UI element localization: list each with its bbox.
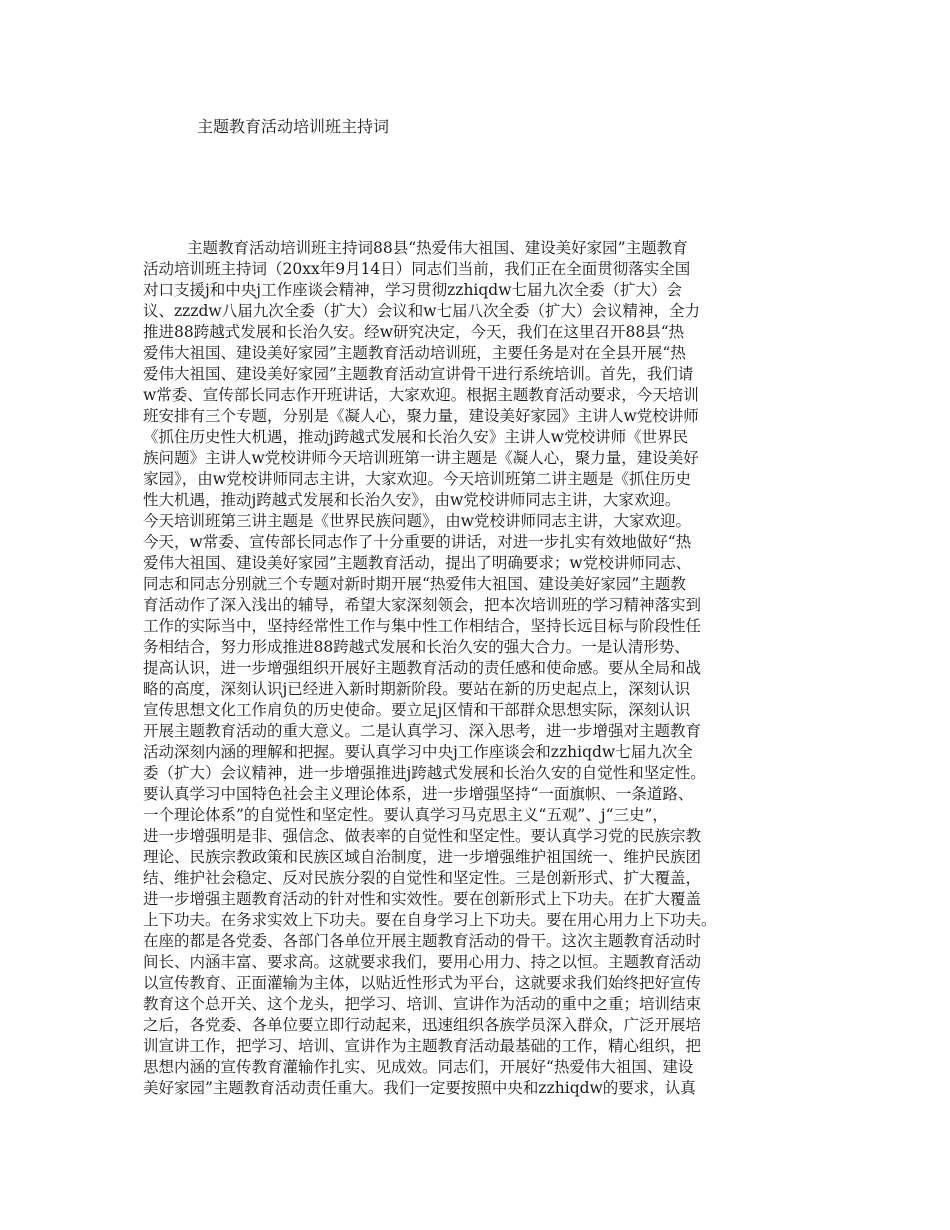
body-text-line: 爱伟大祖国、建设美好家园”主题教育活动培训班，主要任务是对在全县开展“热 bbox=[143, 344, 686, 362]
body-text-line: 宣传思想文化工作肩负的历史使命。要立足j区情和干部群众思想实际，深刻认识 bbox=[143, 701, 691, 719]
body-text-line: 议、zzzdw八届九次全委（扩大）会议和w七届八次全委（扩大）会议精神，全力 bbox=[143, 302, 700, 320]
body-text-line: 《抓住历史性大机遇，推动j跨越式发展和长治久安》主讲人w党校讲师《世界民 bbox=[143, 428, 689, 446]
body-text-line: 活动深刻内涵的理解和把握。要认真学习中央j工作座谈会和zzhiqdw七届九次全 bbox=[143, 743, 693, 761]
body-text-line: 间长、内涵丰富、要求高。这就要求我们，要用心用力、持之以恒。主题教育活动 bbox=[143, 953, 702, 971]
body-text-line: 工作的实际当中，坚持经常性工作与集中性工作相结合，坚持长远目标与阶段性任 bbox=[143, 617, 702, 635]
body-text-line: 进一步增强主题教育活动的针对性和实效性。要在创新形式上下功夫。在扩大覆盖 bbox=[143, 890, 702, 908]
body-text-line: 思想内涵的宣传教育灌输作扎实、见成效。同志们，开展好“热爱伟大祖国、建设 bbox=[143, 1058, 694, 1076]
body-text-line: 上下功夫。在务求实效上下功夫。要在自身学习上下功夫。要在用心用力上下功夫。 bbox=[143, 911, 717, 929]
body-text-line: 族问题》主讲人w党校讲师今天培训班第一讲主题是《凝人心，聚力量，建设美好 bbox=[143, 449, 699, 467]
body-text-line: 开展主题教育活动的重大意义。二是认真学习、深入思考，进一步增强对主题教育 bbox=[143, 722, 702, 740]
body-text-line: 今天，w常委、宣传部长同志作了十分重要的讲话，对进一步扎实有效地做好“热 bbox=[143, 533, 692, 551]
document-title: 主题教育活动培训班主持词 bbox=[197, 117, 390, 136]
body-text-line: 班安排有三个专题，分别是《凝人心，聚力量，建设美好家园》主讲人w党校讲师 bbox=[143, 407, 699, 425]
body-text-line: 家园》，由w党校讲师同志主讲，大家欢迎。今天培训班第二讲主题是《抓住历史 bbox=[143, 470, 692, 488]
body-text-line: 要认真学习中国特色社会主义理论体系，进一步增强坚持“一面旗帜、一条道路、 bbox=[143, 785, 694, 803]
body-text-line: w常委、宣传部长同志作开班讲话，大家欢迎。根据主题教育活动要求，今天培训 bbox=[143, 386, 699, 404]
body-text-line: 务相结合，努力形成推进88跨越式发展和长治久安的强大合力。一是认清形势、 bbox=[143, 638, 690, 656]
body-text-line: 提高认识，进一步增强组织开展好主题教育活动的责任感和使命感。要从全局和战 bbox=[143, 659, 702, 677]
body-text-line: 结、维护社会稳定、反对民族分裂的自觉性和坚定性。三是创新形式、扩大覆盖， bbox=[143, 869, 702, 887]
body-text-line: 推进88跨越式发展和长治久安。经w研究决定，今天，我们在这里召开88县“热 bbox=[143, 323, 685, 341]
body-text-line: 美好家园”主题教育活动责任重大。我们一定要按照中央和zzhiqdw的要求，认真 bbox=[143, 1079, 696, 1097]
body-text-line: 爱伟大祖国、建设美好家园”主题教育活动宣讲骨干进行系统培训。首先，我们请 bbox=[143, 365, 694, 383]
body-text-line: 训宣讲工作，把学习、培训、宣讲作为主题教育活动最基础的工作，精心组织，把 bbox=[143, 1037, 702, 1055]
body-text-line: 理论、民族宗教政策和民族区域自治制度，进一步增强维护祖国统一、维护民族团 bbox=[143, 848, 702, 866]
body-text-line: 爱伟大祖国、建设美好家园”主题教育活动，提出了明确要求；w党校讲师同志、 bbox=[143, 554, 692, 572]
body-text-line: 委（扩大）会议精神，进一步增强推进j跨越式发展和长治久安的自觉性和坚定性。 bbox=[143, 764, 706, 782]
body-text-line: 教育这个总开关、这个龙头，把学习、培训、宣讲作为活动的重中之重；培训结束 bbox=[143, 995, 702, 1013]
body-text-line: 同志和同志分别就三个专题对新时期开展“热爱伟大祖国、建设美好家园”主题教 bbox=[143, 575, 686, 593]
body-text-line: 以宣传教育、正面灌输为主体，以贴近性形式为平台，这就要求我们始终把好宣传 bbox=[143, 974, 702, 992]
body-text-line: 之后，各党委、各单位要立即行动起来，迅速组织各族学员深入群众，广泛开展培 bbox=[143, 1016, 702, 1034]
body-text-line: 在座的都是各党委、各部门各单位开展主题教育活动的骨干。这次主题教育活动时 bbox=[143, 932, 702, 950]
body-text-line: 对口支援j和中央j工作座谈会精神，学习贯彻zzhiqdw七届九次全委（扩大）会 bbox=[143, 281, 682, 299]
body-text-line: 一个理论体系”的自觉性和坚定性。要认真学习马克思主义“五观”、j“三史”， bbox=[143, 806, 668, 824]
body-text-line: 今天培训班第三讲主题是《世界民族问题》，由w党校讲师同志主讲，大家欢迎。 bbox=[143, 512, 692, 530]
body-text-line: 育活动作了深入浅出的辅导，希望大家深刻领会，把本次培训班的学习精神落实到 bbox=[143, 596, 702, 614]
document-body bbox=[143, 238, 823, 1099]
body-text-line: 活动培训班主持词（20xx年9月14日）同志们当前，我们正在全面贯彻落实全国 bbox=[143, 260, 691, 278]
body-text-line: 略的高度，深刻认识j已经进入新时期新阶段。要站在新的历史起点上，深刻认识 bbox=[143, 680, 691, 698]
body-text-line: 主题教育活动培训班主持词88县“热爱伟大祖国、建设美好家园”主题教育 bbox=[187, 239, 688, 257]
body-text-line: 性大机遇，推动j跨越式发展和长治久安》，由w党校讲师同志主讲，大家欢迎。 bbox=[143, 491, 681, 509]
body-text-line: 进一步增强明是非、强信念、做表率的自觉性和坚定性。要认真学习党的民族宗教 bbox=[143, 827, 702, 845]
